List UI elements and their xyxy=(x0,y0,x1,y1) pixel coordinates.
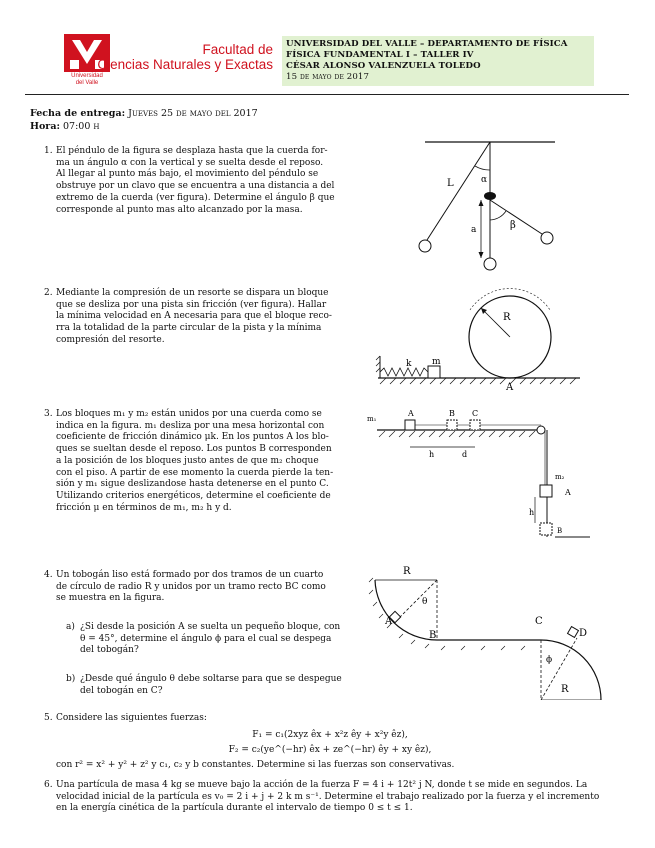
block-m1-B xyxy=(447,420,457,430)
problem-3-line: sión y m₁ sigue deslizandose hasta detenerse en el punto C. xyxy=(56,479,329,490)
header-title-line1: UNIVERSIDAD DEL VALLE – DEPARTAMENTO DE FÍSICA xyxy=(286,39,568,49)
pulley xyxy=(537,426,545,434)
block-m1-C xyxy=(470,420,480,430)
time-value: 07:00 h xyxy=(63,121,100,132)
problem-4b-label: b) xyxy=(66,674,76,684)
problem-4b-line: ¿Desde qué ángulo θ debe soltarse para que se despegue xyxy=(80,674,342,684)
problem-6-line: velocidad inicial de la partícula es v₀ = 2 i + j + 2 k m s⁻¹. Determine el trabajo realizado por la fuerza y el incremento xyxy=(56,791,600,802)
label-h-vertical: h xyxy=(529,508,535,517)
label-A: A xyxy=(385,616,393,627)
header-rule xyxy=(25,94,629,95)
problem-6-line: en la energía cinética de la partícula durante el intervalo de tiempo 0 ≤ t ≤ 1. xyxy=(56,803,413,814)
initial-string xyxy=(427,142,490,240)
problem-5-tail: con r² = x² + y² + z² y c₁, c₂ y b constantes. Determine si las fuerzas son conservativas. xyxy=(56,760,455,770)
problem-3-line: a la posición de los bloques justo antes de que m₂ choque xyxy=(56,455,319,466)
label-h-horizontal: h xyxy=(429,450,435,459)
due-time xyxy=(30,121,100,132)
lowest-bob xyxy=(484,258,496,270)
problem-2-line: que se desliza por una pista sin fricción (ver figura). Hallar xyxy=(56,299,327,310)
problem-4-line: Un tobogán liso está formado por dos tramos de un cuarto xyxy=(56,570,324,580)
slide-figure xyxy=(365,560,605,700)
problem-6-text xyxy=(56,780,626,815)
problem-4b-text xyxy=(80,674,342,697)
floor-hatching xyxy=(380,378,576,384)
problem-3-line: ques se sueltan desde el reposo. Los puntos B corresponden xyxy=(56,444,332,455)
problem-4-line: se muestra en la figura. xyxy=(56,593,165,604)
logo-text-line1: Universidad xyxy=(71,73,103,79)
block-m2-A xyxy=(540,485,552,497)
table-blocks-figure xyxy=(365,405,595,540)
logo-text-line2: del Valle xyxy=(75,80,99,86)
table-hatching xyxy=(379,431,535,437)
label-k: k xyxy=(406,359,412,369)
problem-4-number: 4. xyxy=(44,570,53,580)
problem-4b-line: del tobogán en C? xyxy=(80,685,163,696)
problem-2-line: la mínima velocidad en A necesaria para que el bloque reco- xyxy=(56,311,332,322)
final-string xyxy=(490,200,542,234)
problem-1-text xyxy=(56,146,334,216)
due-value: Jueves 25 de mayo del 2017 xyxy=(128,108,258,119)
a-arrow-bottom xyxy=(479,252,484,258)
problem-1-line: corresponde al punto mas alto alcanzado por la masa. xyxy=(56,204,303,215)
problem-1-line: El péndulo de la figura se desplaza hasta que la cuerda for- xyxy=(56,146,328,156)
time-label: Hora: xyxy=(30,121,60,132)
spring xyxy=(380,368,428,376)
problem-1-line: obstruye por un clavo que se encuentra a una distancia a del xyxy=(56,181,335,192)
label-theta: θ xyxy=(422,597,428,607)
label-beta: β xyxy=(510,220,516,231)
due-label: Fecha de entrega: xyxy=(30,108,126,119)
problem-2-number: 2. xyxy=(44,288,53,298)
label-R-bottom: R xyxy=(561,684,569,695)
problem-1-number: 1. xyxy=(44,146,53,156)
label-B-side: B xyxy=(557,527,563,535)
problem-4a-line: ¿Si desde la posición A se suelta un pequeño bloque, con xyxy=(80,622,341,632)
pendulum-figure xyxy=(405,130,580,275)
problem-3-number: 3. xyxy=(44,409,53,419)
label-B: B xyxy=(429,630,437,641)
block xyxy=(428,366,440,378)
label-m2: m₂ xyxy=(555,473,565,481)
label-A: A xyxy=(506,382,514,393)
beta-arc xyxy=(490,211,506,220)
wall-hatching xyxy=(376,356,380,372)
label-R: R xyxy=(503,312,511,323)
logo-text xyxy=(56,73,118,87)
due-date xyxy=(30,108,258,119)
faculty-line1: Facultad de xyxy=(202,42,273,57)
radius-to-A xyxy=(395,580,437,622)
problem-1-line: Al llegar al punto más bajo, el movimiento del péndulo se xyxy=(56,169,319,180)
problem-4-text xyxy=(56,570,334,605)
problem-3-line: coeficiente de fricción dinámico μk. En los puntos A los blo- xyxy=(56,432,329,443)
label-A-top: A xyxy=(408,409,414,418)
problem-3-line: fricción μ en términos de m₁, m₂ h y d. xyxy=(56,502,232,513)
label-a: a xyxy=(471,225,477,235)
problem-5-number: 5. xyxy=(44,713,53,723)
problem-4a-line: θ = 45°, determine el ángulo ϕ para el cual se despega xyxy=(80,633,332,644)
problem-5-intro: Considere las siguientes fuerzas: xyxy=(56,713,207,723)
label-A-side: A xyxy=(565,488,571,497)
block-m1-A xyxy=(405,420,415,430)
force-equation-1: F₁ = c₁(2xyz êx + x²z êy + x²y êz), xyxy=(252,730,408,740)
problem-3-line: indica en la figura. m₁ desliza por una mesa horizontal con xyxy=(56,420,325,431)
problem-3-line: Utilizando criterios energéticos, determine el coeficiente de xyxy=(56,490,331,501)
second-quarter-arc xyxy=(541,640,601,700)
force-equation-2: F₂ = c₂(ye^(−hr) êx + ze^(−hr) êy + xy êz), xyxy=(228,745,432,755)
header-date: 15 de mayo de 2017 xyxy=(286,72,370,82)
block-at-D xyxy=(568,627,579,638)
initial-bob xyxy=(419,240,431,252)
problem-4a-text xyxy=(80,622,341,657)
label-B-top: B xyxy=(449,409,455,418)
nail xyxy=(484,192,496,200)
problem-3-text xyxy=(56,409,334,514)
label-phi: ϕ xyxy=(546,655,553,665)
problem-4a-line: del tobogán? xyxy=(80,645,139,656)
alpha-arc xyxy=(475,166,490,170)
problem-2-line: compresión del resorte. xyxy=(56,334,165,345)
problem-2-text xyxy=(56,288,334,347)
label-C-top: C xyxy=(472,409,479,418)
label-alpha: α xyxy=(481,175,488,185)
label-m1: m₁ xyxy=(367,415,377,423)
problem-3-line: con el piso. A partir de ese momento la cuerda pierde la ten- xyxy=(56,467,334,478)
problem-6-number: 6. xyxy=(44,780,53,790)
label-D: D xyxy=(579,628,588,639)
label-L: L xyxy=(447,178,454,189)
header-title-line2: FÍSICA FUNDAMENTAL I – TALLER IV xyxy=(286,50,474,60)
block-m2-B xyxy=(540,523,552,535)
label-C: C xyxy=(535,616,543,627)
radius-to-D xyxy=(541,638,577,700)
label-R-top: R xyxy=(403,566,411,577)
problem-1-line: ma un ángulo α con la vertical y se suelta desde el reposo. xyxy=(56,157,324,168)
a-arrow-top xyxy=(479,200,484,206)
problem-2-line: rra la totalidad de la parte circular de la pista y la mínima xyxy=(56,323,322,334)
problem-6-line: Una partícula de masa 4 kg se mueve bajo la acción de la fuerza F = 4 i + 12t² j N, donde t se mide en segundos. La xyxy=(56,780,588,790)
label-m: m xyxy=(432,357,441,367)
problem-2-line: Mediante la compresión de un resorte se dispara un bloque xyxy=(56,288,329,298)
final-bob xyxy=(541,232,553,244)
problem-4a-label: a) xyxy=(66,622,75,632)
faculty-line2: Ciencias Naturales y Exactas xyxy=(97,57,273,72)
header-title-line3: CÉSAR ALONSO VALENZUELA TOLEDO xyxy=(286,61,481,71)
header-banner xyxy=(282,36,594,86)
problem-3-line: Los bloques m₁ y m₂ están unidos por una cuerda como se xyxy=(56,409,322,419)
problem-1-line: extremo de la cuerda (ver figura). Determine el ángulo β que xyxy=(56,192,335,203)
problem-4-line: de círculo de radio R y unidos por un tramo recto BC como xyxy=(56,581,326,592)
label-d: d xyxy=(462,450,468,459)
loop-track-figure xyxy=(370,280,580,395)
